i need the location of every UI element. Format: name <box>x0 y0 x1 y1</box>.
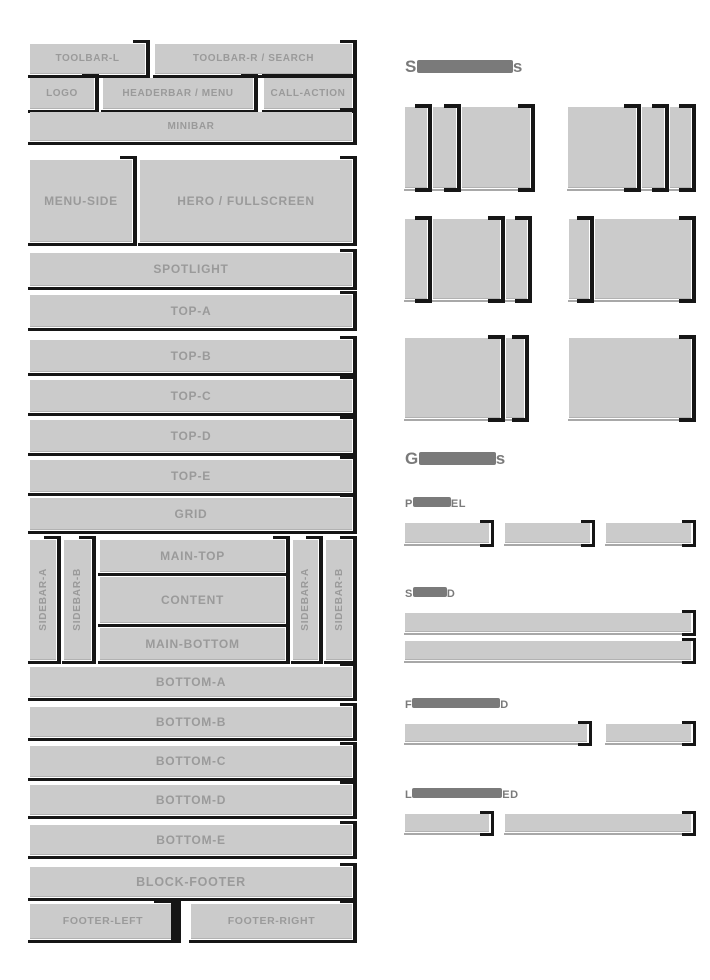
variant-bar <box>405 523 489 543</box>
block-label: BOTTOM-E <box>156 832 226 847</box>
sidebar-variant-group <box>568 107 691 188</box>
block-label: TOP-A <box>170 303 212 318</box>
block-bottom-e <box>30 825 352 855</box>
headerbar-row <box>30 78 352 109</box>
variant-block <box>595 219 691 299</box>
label-prefix: S <box>405 588 413 600</box>
variant-block <box>670 107 691 188</box>
template-position-map <box>30 44 352 939</box>
label-prefix: P <box>405 498 413 510</box>
heading-suffix: s <box>495 449 506 468</box>
block-label: SIDEBAR-A <box>300 568 311 631</box>
grid-variants-heading <box>405 449 691 469</box>
variant-bar <box>405 641 691 660</box>
variant-bar <box>606 523 691 543</box>
grid-variant-section <box>405 698 691 742</box>
block-label: MAIN-BOTTOM <box>145 636 240 651</box>
block-hero-fullscreen <box>140 160 352 242</box>
block-block-footer <box>30 867 352 897</box>
block-menu-side <box>30 160 132 242</box>
block-logo <box>30 78 94 109</box>
variant-block <box>462 107 530 188</box>
block-bottom-b <box>30 707 352 737</box>
block-label: FOOTER-LEFT <box>62 915 144 927</box>
footer-row <box>30 904 352 939</box>
block-top-e <box>30 460 352 492</box>
grid-variant-row <box>405 814 691 832</box>
grid-variant-label <box>405 497 691 510</box>
variant-block <box>506 219 527 299</box>
grid-variant-label <box>405 698 691 711</box>
block-label: GRID <box>174 506 208 521</box>
label-redaction <box>413 497 451 507</box>
block-headerbar-menu <box>103 78 253 109</box>
variant-bar <box>606 724 691 742</box>
heading-redaction <box>419 452 496 465</box>
grid-variant-row <box>405 724 691 742</box>
block-label: BOTTOM-B <box>155 714 227 729</box>
heading-redaction <box>417 60 513 73</box>
block-label: TOP-D <box>170 428 212 443</box>
block-footer-left <box>30 904 176 939</box>
block-label: CONTENT <box>160 592 225 607</box>
minibar-row <box>30 112 352 141</box>
block-top-a <box>30 295 352 327</box>
block-label: TOP-B <box>170 348 212 363</box>
block-label: SIDEBAR-B <box>72 568 83 631</box>
variant-bar <box>505 814 691 832</box>
label-suffix: D <box>500 699 509 711</box>
block-call-action <box>264 78 352 109</box>
block-label: MINIBAR <box>167 120 215 132</box>
block-sidebar-b-right <box>326 540 352 660</box>
block-bottom-a <box>30 667 352 697</box>
variant-block <box>642 107 664 188</box>
block-label: BLOCK-FOOTER <box>136 874 246 889</box>
block-label: FOOTER-RIGHT <box>227 915 316 927</box>
grid-variant-row <box>405 613 691 632</box>
block-label: SPOTLIGHT <box>153 262 229 276</box>
block-label: TOP-C <box>170 388 212 403</box>
sidebar-variants-rows <box>405 107 691 418</box>
grid-variants-sections <box>405 497 691 832</box>
sidebar-variant-group <box>569 338 691 418</box>
variants-panel <box>405 57 691 832</box>
grid-variant-label <box>405 587 691 600</box>
block-main-top <box>100 540 285 572</box>
block-label: BOTTOM-A <box>155 674 227 689</box>
variant-block <box>433 107 456 188</box>
label-prefix: F <box>405 699 413 711</box>
grid-variant-section <box>405 587 691 660</box>
label-prefix: L <box>405 789 413 801</box>
label-redaction <box>413 587 447 597</box>
label-suffix: D <box>446 588 456 600</box>
block-top-b <box>30 340 352 372</box>
variant-block <box>405 219 427 299</box>
block-label: MENU-SIDE <box>44 193 118 208</box>
hero-row <box>30 160 352 242</box>
sidebar-variant-row <box>405 338 691 418</box>
block-sidebar-b-left <box>64 540 91 660</box>
main-band <box>30 540 352 660</box>
block-toolbar-l <box>30 44 145 74</box>
heading-suffix: s <box>512 57 523 76</box>
heading-prefix: S <box>405 57 417 76</box>
block-label: TOOLBAR-L <box>55 53 120 64</box>
block-label: TOOLBAR-R / SEARCH <box>192 53 315 64</box>
label-suffix: EL <box>450 498 467 510</box>
label-redaction <box>412 788 502 798</box>
block-label: TOP-E <box>170 468 212 483</box>
block-label: LOGO <box>46 87 78 99</box>
block-footer-right <box>191 904 352 939</box>
grid-variant-row <box>405 523 691 543</box>
variant-block <box>405 107 427 188</box>
variant-bar <box>405 724 587 742</box>
block-main-bottom <box>100 628 285 660</box>
grid-variant-label <box>405 788 691 801</box>
block-sidebar-a-right <box>293 540 318 660</box>
label-redaction <box>412 698 500 708</box>
sidebar-variant-group <box>405 219 527 299</box>
main-content-column <box>100 540 285 660</box>
block-bottom-c <box>30 746 352 777</box>
variant-block <box>433 219 500 299</box>
sidebar-variants-heading <box>405 57 691 77</box>
block-grid <box>30 498 352 530</box>
block-top-c <box>30 380 352 412</box>
variant-block <box>569 338 691 418</box>
sidebar-variant-group <box>405 107 530 188</box>
block-label: CALL-ACTION <box>270 87 346 99</box>
variant-bar <box>405 613 691 632</box>
block-content <box>100 577 285 623</box>
grid-variant-section <box>405 788 691 832</box>
variant-bar <box>405 814 489 832</box>
variant-block <box>506 338 524 418</box>
block-label: MAIN-TOP <box>160 548 225 563</box>
heading-prefix: G <box>405 449 419 468</box>
block-label: BOTTOM-C <box>155 754 227 768</box>
sidebar-variant-group <box>405 338 524 418</box>
grid-variant-row <box>405 641 691 660</box>
variant-block <box>405 338 500 418</box>
variant-bar <box>505 523 590 543</box>
block-label: SIDEBAR-A <box>37 568 49 631</box>
block-minibar <box>30 112 352 141</box>
variant-block <box>568 107 636 188</box>
block-label: BOTTOM-D <box>155 792 227 807</box>
label-suffix: ED <box>502 789 519 801</box>
block-toolbar-r-search <box>155 44 352 74</box>
grid-variant-section <box>405 497 691 543</box>
block-spotlight <box>30 253 352 286</box>
sidebar-variant-row <box>405 219 691 299</box>
sidebar-variant-row <box>405 107 691 188</box>
block-label: HERO / FULLSCREEN <box>177 193 315 208</box>
toolbar-row <box>30 44 352 74</box>
block-top-d <box>30 420 352 452</box>
block-bottom-d <box>30 785 352 815</box>
block-label: HEADERBAR / MENU <box>122 87 234 99</box>
block-label: SIDEBAR-B <box>333 568 345 631</box>
block-sidebar-a-left <box>30 540 56 660</box>
sidebar-variant-group <box>569 219 691 299</box>
variant-block <box>569 219 589 299</box>
